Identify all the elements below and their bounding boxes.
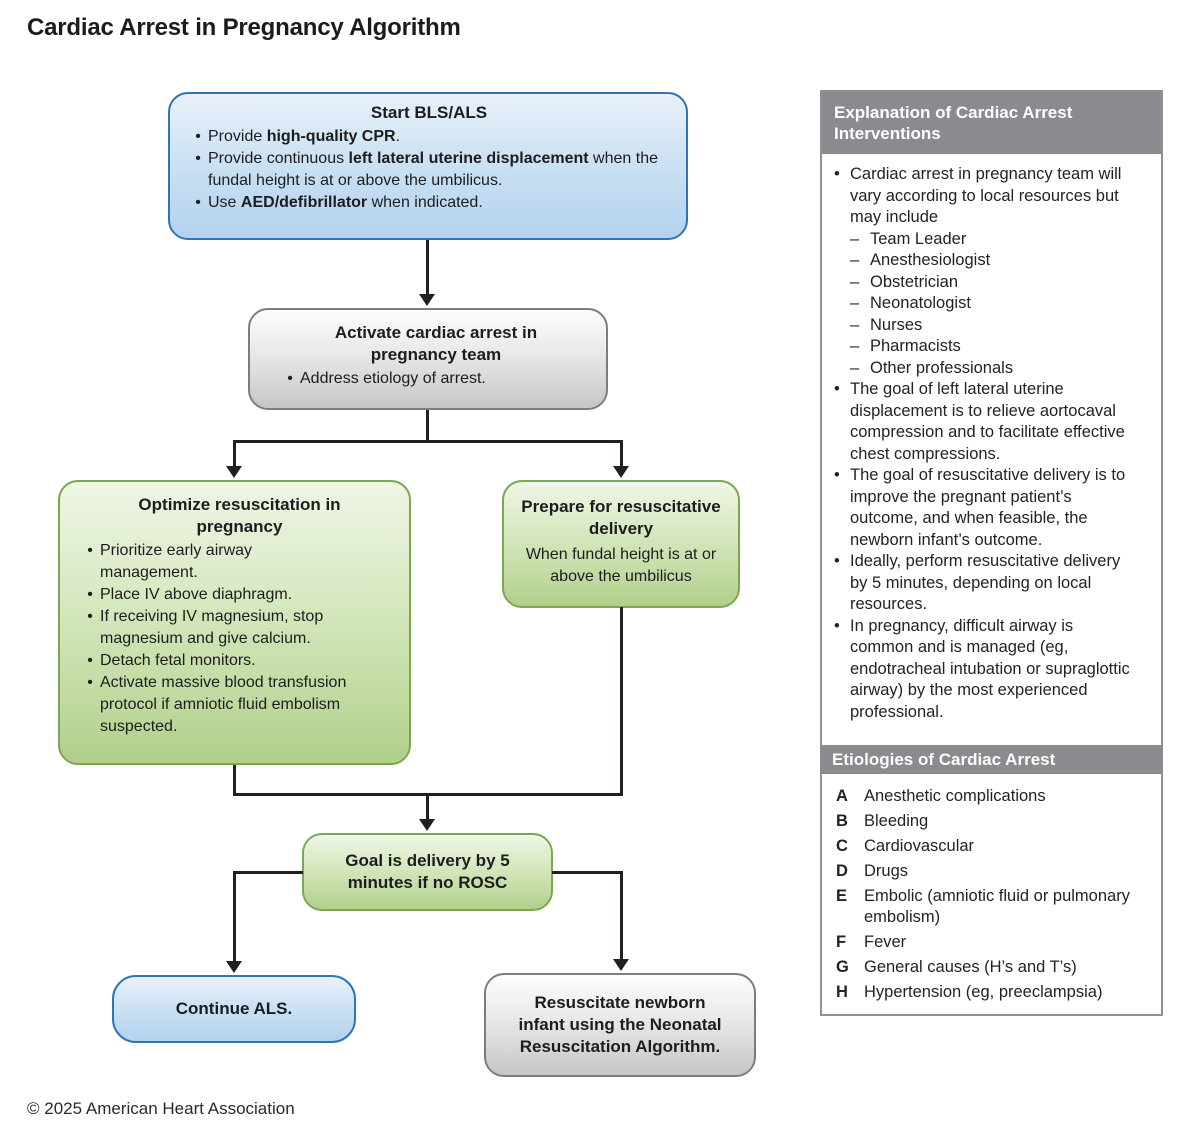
optimize-resuscitation-box: [58, 480, 411, 765]
bullet-marker: •: [87, 652, 93, 669]
bullet-marker: •: [834, 552, 840, 570]
prepare-box-subtitle: When fundal height is at or above the umbilicus: [525, 546, 717, 585]
bullet-item: [80, 672, 399, 738]
bullet-text: Provide continuous left lateral uterine displacement when the fundal height is at or above the umbilicus.: [208, 150, 658, 189]
dash-marker: –: [850, 315, 860, 334]
etiology-text: Cardiovascular: [864, 837, 975, 855]
connector-to-newborn: [620, 871, 623, 960]
etiology-item: [836, 811, 1153, 832]
note-text: Ideally, perform resuscitative delivery by 5 minutes, depending on local resources.: [850, 552, 1121, 613]
note-item: [834, 465, 1153, 551]
etiology-item: [836, 861, 1153, 882]
arrowhead-into-optimize: [226, 466, 242, 478]
bullet-item: [80, 584, 399, 606]
dash-marker: –: [850, 229, 860, 248]
note-item: [834, 551, 1153, 616]
note-text: In pregnancy, difficult airway is common and is managed (eg, endotracheal intubation or supraglottic airway) by the most experienced professional.: [850, 616, 1130, 721]
bullet-marker: •: [195, 194, 201, 211]
etiology-item: [836, 932, 1153, 953]
etiology-text: Bleeding: [864, 812, 929, 830]
connector-start-to-activate: [426, 240, 429, 296]
etiology-letter: A: [836, 787, 848, 805]
start-box-bullets: [188, 126, 670, 214]
note-item: [834, 616, 1153, 724]
note-item: [834, 379, 1153, 465]
arrowhead-into-goal: [419, 819, 435, 831]
note-sub-text: Pharmacists: [870, 337, 961, 355]
etiology-letter: D: [836, 862, 848, 880]
bullet-text: Prioritize early airway management.: [100, 542, 253, 581]
explanation-header: Explanation of Cardiac Arrest Interventions: [822, 92, 1161, 154]
etiology-item: [836, 886, 1153, 928]
etiology-letter: B: [836, 812, 848, 830]
dash-marker: –: [850, 358, 860, 377]
etiology-text: Hypertension (eg, preeclampsia): [864, 983, 1103, 1001]
bullet-item: [80, 650, 399, 672]
bullet-marker: •: [834, 380, 840, 398]
bullet-marker: •: [834, 616, 840, 635]
note-text: The goal of resuscitative delivery is to improve the pregnant patient’s outcome, and when feasible, the newborn infant’s outcome.: [850, 466, 1126, 549]
bullet-item: [80, 606, 399, 650]
etiology-item: [836, 786, 1153, 807]
etiology-item: [836, 836, 1153, 857]
activate-box-title: Activate cardiac arrest in pregnancy team: [334, 323, 538, 364]
note-sub-item: [850, 250, 1153, 272]
connector-prepare-down: [620, 607, 623, 796]
bullet-item: [188, 192, 670, 214]
optimize-box-bullets: [80, 540, 399, 738]
etiology-text: Fever: [864, 933, 907, 951]
start-bls-als-box: [168, 92, 688, 240]
etiology-text: Drugs: [864, 862, 909, 880]
arrowhead-into-prepare: [613, 466, 629, 478]
note-sub-item: [850, 315, 1153, 337]
note-item: [834, 164, 1153, 229]
bullet-text: Use AED/defibrillator when indicated.: [208, 194, 483, 211]
connector-activate-down: [426, 410, 429, 443]
connector-to-continue: [233, 871, 236, 962]
etiology-text: Embolic (amniotic fluid or pulmonary embolism): [864, 887, 1130, 926]
note-sub-text: Other professionals: [870, 358, 1014, 377]
continue-box-title: Continue ALS.: [175, 999, 293, 1018]
dash-marker: –: [850, 337, 860, 355]
goal-box-title: Goal is delivery by 5 minutes if no ROSC: [345, 851, 510, 892]
bullet-text: If receiving IV magnesium, stop magnesium and give calcium.: [100, 608, 324, 647]
bullet-marker: •: [87, 542, 93, 559]
arrowhead-into-activate: [419, 294, 435, 306]
page-title: Cardiac Arrest in Pregnancy Algorithm: [27, 14, 461, 41]
note-text: The goal of left lateral uterine displacement is to relieve aortocaval compression and to facilitate effective chest compressions.: [850, 380, 1125, 463]
prepare-delivery-box: [502, 480, 740, 608]
bullet-text: Address etiology of arrest.: [300, 370, 486, 387]
note-sub-text: Neonatologist: [870, 294, 971, 312]
resuscitate-newborn-box: [484, 973, 756, 1077]
note-sub-item: [850, 272, 1153, 294]
activate-box-bullets: [280, 368, 592, 390]
etiology-letter: F: [836, 933, 847, 951]
etiology-item: [836, 957, 1153, 978]
arrowhead-into-newborn: [613, 959, 629, 971]
bullet-text: Provide high-quality CPR.: [208, 128, 401, 145]
connector-to-optimize: [233, 440, 236, 468]
etiology-item: [836, 982, 1153, 1003]
etiology-letter: C: [836, 837, 848, 855]
bullet-marker: •: [834, 165, 840, 183]
connector-to-prepare: [620, 440, 623, 468]
etiology-letter: H: [836, 983, 848, 1001]
etiologies-list: [822, 776, 1161, 1013]
connector-optimize-down: [233, 765, 236, 796]
bullet-marker: •: [195, 128, 201, 145]
bullet-item: [188, 148, 670, 192]
etiology-text: Anesthetic complications: [864, 787, 1046, 805]
bullet-marker: •: [834, 466, 840, 484]
bullet-marker: •: [87, 608, 93, 625]
bullet-text: Place IV above diaphragm.: [100, 586, 293, 603]
etiology-letter: G: [836, 958, 849, 976]
dash-marker: –: [850, 294, 860, 312]
note-text: Cardiac arrest in pregnancy team will vary according to local resources but may include: [850, 165, 1122, 226]
bullet-marker: •: [87, 586, 93, 603]
prepare-box-title: Prepare for resuscitative delivery: [521, 497, 721, 538]
bullet-item: [80, 540, 399, 584]
connector-goal-left: [233, 871, 303, 874]
connector-goal-right: [552, 871, 623, 874]
bullet-text: Activate massive blood transfusion protocol if amniotic fluid embolism suspected.: [100, 674, 347, 735]
dash-marker: –: [850, 272, 860, 291]
newborn-box-title: Resuscitate newborn infant using the Neonatal Resuscitation Algorithm.: [518, 993, 722, 1056]
arrowhead-into-continue: [226, 961, 242, 973]
note-sub-item: [850, 336, 1153, 358]
footer-copyright: © 2025 American Heart Association: [27, 1099, 295, 1118]
bullet-text: Detach fetal monitors.: [100, 652, 256, 669]
bullet-marker: •: [287, 370, 293, 387]
etiology-letter: E: [836, 887, 848, 905]
note-sub-text: Obstetrician: [870, 272, 959, 291]
note-sub-item: [850, 293, 1153, 315]
note-sub-item: [850, 358, 1153, 380]
connector-branch-top: [233, 440, 623, 443]
note-sub-text: Team Leader: [870, 229, 967, 248]
etiology-text: General causes (H’s and T’s): [864, 958, 1077, 976]
note-sub-item: [850, 229, 1153, 251]
connector-to-goal: [426, 793, 429, 821]
start-box-title: Start BLS/ALS: [370, 103, 488, 122]
explanation-list: [822, 154, 1161, 729]
optimize-box-title: Optimize resuscitation in pregnancy: [138, 495, 341, 536]
note-sub-text: Nurses: [870, 315, 923, 334]
bullet-item: [280, 368, 592, 390]
note-sub-text: Anesthesiologist: [870, 251, 991, 269]
bullet-item: [188, 126, 670, 148]
bullet-marker: •: [87, 674, 93, 691]
etiologies-header: Etiologies of Cardiac Arrest: [820, 745, 1163, 774]
continue-als-box: [112, 975, 356, 1043]
bullet-marker: •: [195, 150, 201, 167]
goal-delivery-box: [302, 833, 553, 911]
dash-marker: –: [850, 251, 860, 269]
activate-team-box: [248, 308, 608, 410]
sidebar-panel: [820, 90, 1163, 1016]
